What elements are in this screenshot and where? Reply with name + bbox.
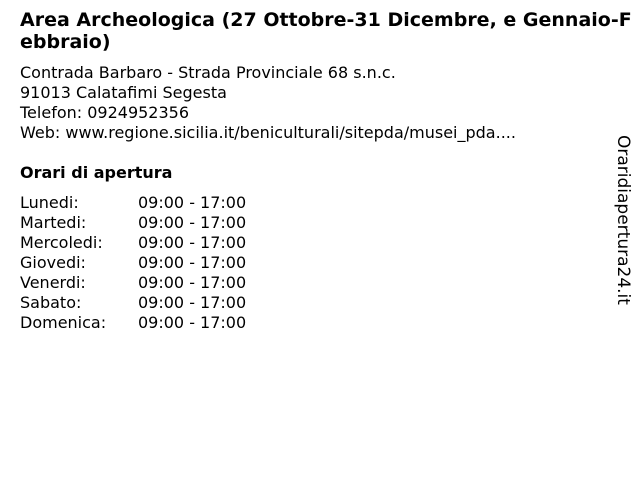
site-brand-watermark: Oraridiapertura24.it <box>613 135 633 305</box>
website-link[interactable]: Web: www.regione.sicilia.it/beniculturali/sitepda/musei_pda.... <box>20 123 516 142</box>
address-line-2: 91013 Calatafimi Segesta <box>20 83 227 102</box>
place-info <box>20 63 516 143</box>
day-label: Lunedi: <box>20 193 79 212</box>
time-range: 09:00 - 17:00 <box>138 273 247 292</box>
day-label: Martedi: <box>20 213 87 232</box>
day-label: Sabato: <box>20 293 82 312</box>
hours-heading: Orari di apertura <box>20 163 173 182</box>
day-label: Giovedi: <box>20 253 86 272</box>
time-range: 09:00 - 17:00 <box>138 233 247 252</box>
phone-number[interactable]: Telefon: 0924952356 <box>20 103 190 122</box>
day-label: Mercoledi: <box>20 233 103 252</box>
time-range: 09:00 - 17:00 <box>138 313 247 332</box>
address-line-1: Contrada Barbaro - Strada Provinciale 68 s.n.c. <box>20 63 396 82</box>
day-label: Venerdi: <box>20 273 86 292</box>
time-range: 09:00 - 17:00 <box>138 213 247 232</box>
place-title: Area Archeologica (27 Ottobre-31 Dicembre, e Gennaio-Febbraio) <box>20 9 632 53</box>
day-label: Domenica: <box>20 313 107 332</box>
time-range: 09:00 - 17:00 <box>138 253 247 272</box>
time-range: 09:00 - 17:00 <box>138 293 247 312</box>
time-range: 09:00 - 17:00 <box>138 193 247 212</box>
